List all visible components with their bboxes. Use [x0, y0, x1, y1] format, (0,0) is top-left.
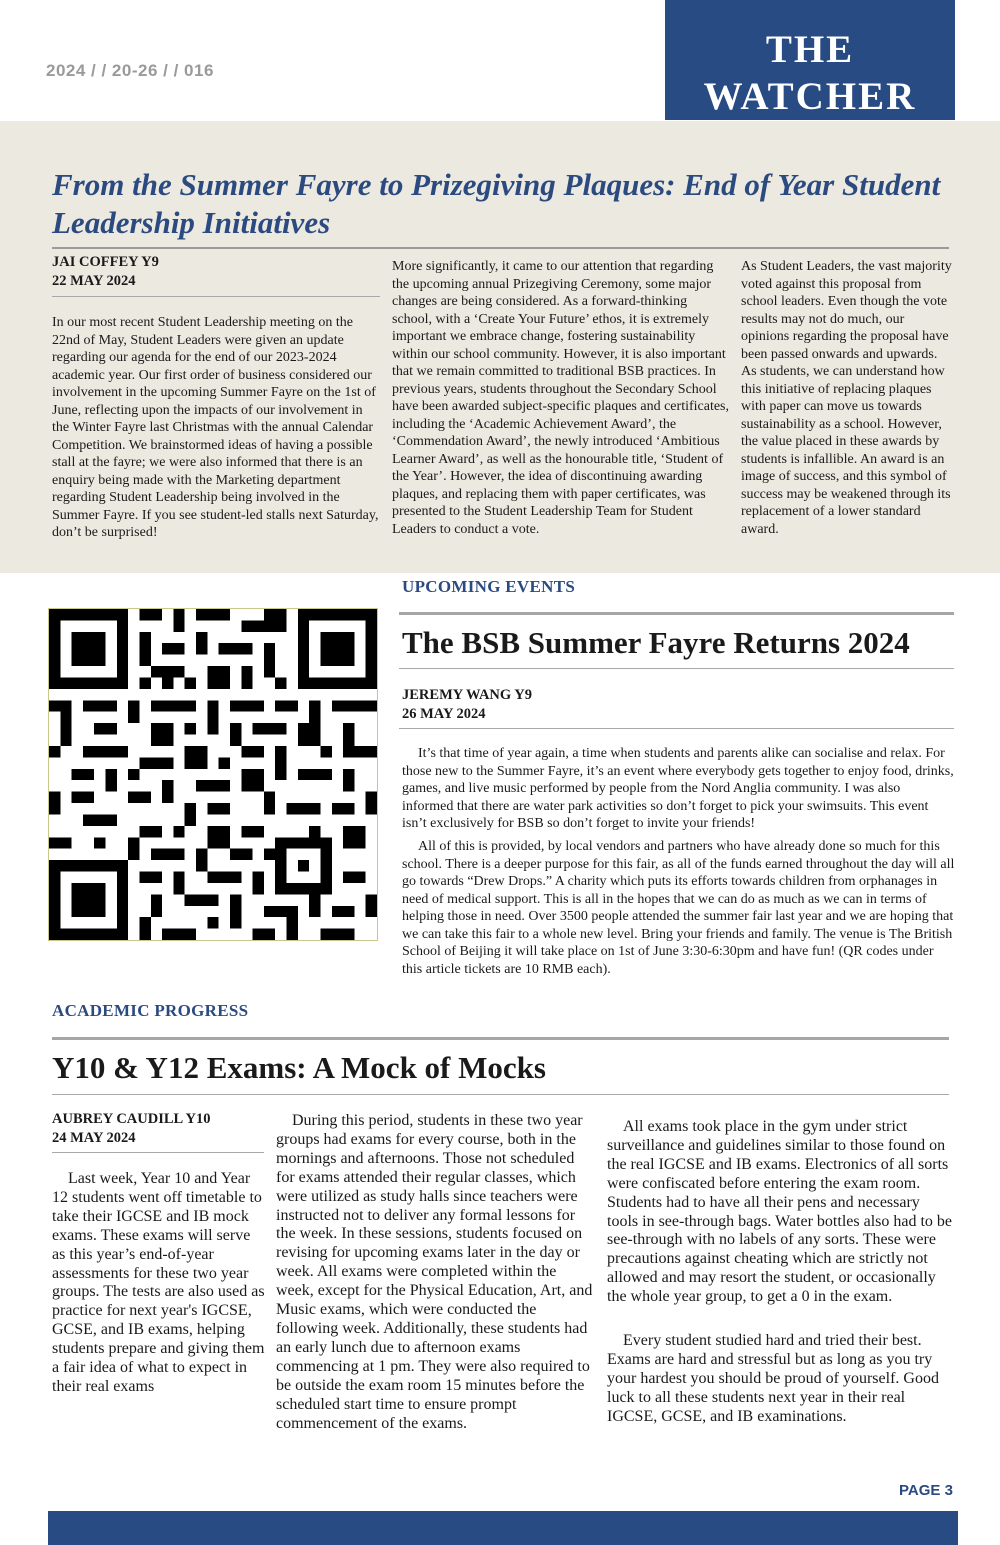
- masthead-line-2: WATCHER: [703, 75, 917, 118]
- academic-col1: Last week, Year 10 and Year 12 students went off timetable to take their IGCSE and IB mock exams. These exams will serve as this year’s end-of-year assessments for these two year groups. The tests are also used as practice for next year's IGCSE, GCSE, and IB exams, helping students prepare and giving them a fair idea of what to expect in their real exams: [52, 1170, 265, 1395]
- academic-date: 24 MAY 2024: [52, 1130, 136, 1146]
- lead-article-col3: As Student Leaders, the vast majority voted against this proposal from school leaders. Even though the vote results may not do much, our opinions regarding the proposal have been passed onwards and upwards. As students, we can understand how this initiative of replacing plaques with paper can move us towards sustainability as a school. However, the value placed in these awards by students is infallible. An award is an image of success, and this symbol of success may be weakened through its replacement of a lower standard award.: [741, 259, 952, 537]
- academic-col3-para-1: All exams took place in the gym under strict surveillance and guidelines similar to those found on the real IGCSE and IB exams. Electronics of all sorts were confiscated before entering the exam room. Students had to have all their pens and necessary tools in see-through bags. Water bottles also had to be see-through with no labels of any sorts. These were precautions against cheating which are strictly not allowed and may resort the student, or occasionally the whole year group, to get a 0 in the exam.: [607, 1118, 953, 1306]
- qr-code-graphic: [49, 609, 377, 940]
- events-date: 26 MAY 2024: [402, 706, 486, 722]
- academic-col2: During this period, students in these two year groups had exams for every course, both in the mornings and afternoons. Those not scheduled for exams attended their regular classes, which were utilized as study halls since teachers were instructed not to deliver any formal lessons for the week. In these sessions, students focused on revising for upcoming exams later in the day or week. All exams were completed within the week, except for the Physical Education, Art, and Music exams, which were conducted the following week. Additionally, these students had an early lunch due to afternoon exams commencing at 1 pm. They were also required to be outside the exam room 15 minutes before the scheduled start time to ensure prompt commencement of the exams.: [276, 1112, 593, 1432]
- masthead: [665, 0, 955, 120]
- academic-col3-para-2: Every student studied hard and tried their best. Exams are hard and stressful but as long as you try your hardest you should be proud of yourself. Good luck to all these students next year in their real IGCSE, GCSE, and IB examinations.: [607, 1332, 939, 1425]
- lead-byline-divider: [52, 296, 380, 297]
- title-divider: [52, 247, 949, 249]
- academic-author: AUBREY CAUDILL Y10: [52, 1111, 211, 1127]
- qr-code[interactable]: [48, 608, 378, 941]
- events-para-2: All of this is provided, by local vendors and partners who have already done so much for this school. There is a deeper purpose for this fair, as all of the funds earned throughout the day will all go towards “Drew Drops.” A charity which puts its efforts towards children from orphanages in need of medical support. This is all in the hopes that we can do as much as we can in terms of helping those in need. Over 3500 people attended the summer fair last year and we are hoping that we can take this fair to a whole new level. Bring your friends and family. The venue is The British School of Beijing it will take place on 1st of June 3:30-6:30pm and have fun! (QR codes under this article tickets are 10 RMB each).: [402, 839, 955, 977]
- issue-line: 2024 / / 20-26 / / 016: [46, 61, 214, 80]
- lead-date: 22 MAY 2024: [52, 273, 136, 289]
- events-byline: [402, 686, 702, 724]
- page-number: PAGE 3: [899, 1482, 953, 1499]
- events-top-rule: [399, 612, 954, 615]
- lead-author: JAI COFFEY Y9: [52, 254, 159, 270]
- events-author: JEREMY WANG Y9: [402, 687, 532, 703]
- academic-section-label: ACADEMIC PROGRESS: [52, 1001, 249, 1020]
- lead-article-col2: More significantly, it came to our attention that regarding the upcoming annual Prizegiving Ceremony, some major changes are being considered. As a forward-thinking school, with a ‘Create Your Future’ ethos, it is extremely important we embrace change, fostering sustainability within our school community. However, it is also important that we remain committed to traditional BSB practices. In previous years, students throughout the Secondary School have been awarded subject-specific plaques and certificates, including the ‘Academic Achievement Award’, the ‘Commendation Award’, the newly introduced ‘Ambitious Learner Award’, as well as the honourable title, ‘Student of the Year’. However, the idea of discontinuing awarding plaques, and replacing them with paper certificates, was presented to the Student Leadership Team for Student Leaders to conduct a vote.: [392, 259, 729, 537]
- masthead-line-1: THE: [765, 28, 855, 71]
- academic-byline: [52, 1110, 262, 1148]
- events-para-1: It’s that time of year again, a time when students and parents alike can socialise and relax. For those new to the Summer Fayre, it’s an event where everybody gets together to enjoy food, drinks, games, and live music performed by people from the Nord Anglia community. I was also informed that there are water park activities so don’t forget to pick your swimsuits. This event isn’t exclusively for BSB so don’t forget to invite your friends!: [402, 746, 954, 831]
- academic-top-rule: [52, 1037, 949, 1040]
- footer-bar: [48, 1511, 958, 1545]
- academic-byline-rule: [52, 1152, 264, 1153]
- events-byline-rule: [399, 728, 954, 729]
- academic-headline: Y10 & Y12 Exams: A Mock of Mocks: [52, 1050, 546, 1085]
- lead-byline: [52, 253, 372, 291]
- lead-article-col1: In our most recent Student Leadership meeting on the 22nd of May, Student Leaders were given an update regarding our agenda for the end of our 2023-2024 academic year. Our first order of business considered our involvement in the upcoming Summer Fayre on the 1st of June, reflecting upon the impacts of our involvement in the Winter Fayre last Christmas with the annual Calendar Competition. We brainstormed ideas of having a possible stall at the fayre; we were also informed that there is an enquiry being made with the Marketing department regarding Student Leadership being involved in the Summer Fayre. If you see student-led stalls next Saturday, don’t be surprised!: [52, 315, 379, 540]
- events-section-label: UPCOMING EVENTS: [402, 577, 576, 596]
- events-headline: The BSB Summer Fayre Returns 2024: [402, 625, 910, 660]
- academic-headline-rule: [52, 1094, 949, 1095]
- lead-article-title: From the Summer Fayre to Prizegiving Plaques: End of Year Student Leadership Initiatives: [52, 167, 941, 240]
- events-headline-rule: [399, 668, 954, 669]
